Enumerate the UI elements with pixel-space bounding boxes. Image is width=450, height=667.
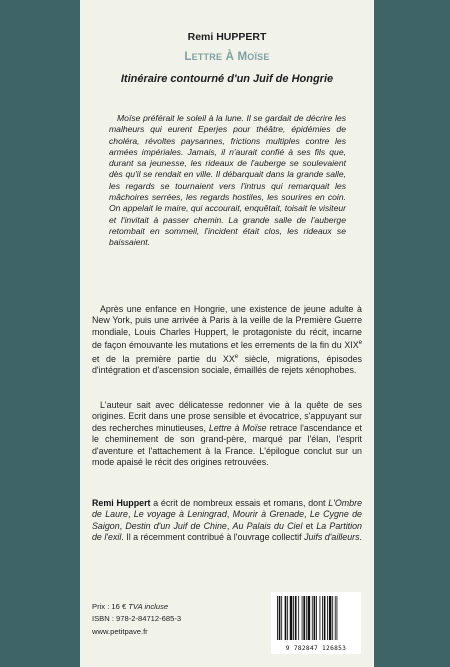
author-bio: Remi Huppert a écrit de nombreux essais et romans, dont L'Ombre de Laure, Le voyage à Leningrad, Mourir à Grenade, Le Cygne de Saigon, Destin d'un Juif de Chine, Au Palais du Ciel et La Partition de l'exil. Il a récemment contribué à l'ouvrage collectif Juifs d'ailleurs.: [92, 498, 363, 543]
website-line: www.petitpave.fr: [92, 626, 148, 636]
book-title: LETTRE À MOÏSE: [184, 51, 270, 63]
isbn-line: ISBN : 978-2-84712-685-3: [92, 614, 182, 624]
barcode: [271, 592, 361, 654]
summary-paragraph-1: Après une enfance en Hongrie, une existence de jeune adulte à New York, puis une arrivée à Paris à la veille de la Première Guerre mondiale, Louis Charles Huppert, le protagoniste du récit, incarne de façon émouvante les mutations et les errements de la fin du XIXe et de la première partie du XXe siècle, migrations, épisodes d'intégration et d'ascension sociale, émaillés de rejets xénophobes.: [92, 304, 362, 375]
author-bio-name: Remi Huppert: [92, 498, 151, 508]
author-name: Remi HUPPERT: [187, 31, 267, 43]
price-info: [92, 601, 242, 638]
price-line: Prix : 16 € TVA incluse: [92, 602, 169, 611]
barcode-number: 9 782847 126853: [285, 645, 347, 652]
summary-paragraph-2: L'auteur sait avec délicatesse redonner vie à la quête de ses origines. Ecrit dans une prose sensible et évocatrice, s'appuyant sur des recherches minutieuses, Lettre à Moïse retrace l'ascendance et le cheminement de son grand-père, marqué par l'élan, l'esprit d'aventure et l'attachement à la France. L'épilogue conclut sur un mode apaisé le récit des origines retrouvées.: [92, 400, 362, 468]
book-subtitle: Itinéraire contourné d'un Juif de Hongrie: [120, 73, 334, 85]
barcode-bars-icon: [271, 592, 361, 644]
cover-text-panel: [80, 0, 374, 667]
excerpt-quote: Moïse préférait le soleil à la lune. Il se gardait de décrire les malheurs qui eurent Eperjes pour théâtre, épidémies de choléra, révoltes paysannes, frictions multiples contre les armées impériales. Jamais, il n'aurait confié à ses fils que, durant sa jeunesse, les rideaux de l'auberge se soulevaient dès qu'il se rendait en ville. Il débarquait dans la grande salle, les regards se tournaient vers l'intrus qui remarquait les mâchoires serrées, les regards hostiles, les sourires en coin. On appelait le maire, qui accourait, enquêtait, toisait le visiteur et l'invitait à passer chemin. La grande salle de l'auberge retombait en sommeil, l'incident était clos, les rideaux se baissaient.: [109, 113, 346, 248]
